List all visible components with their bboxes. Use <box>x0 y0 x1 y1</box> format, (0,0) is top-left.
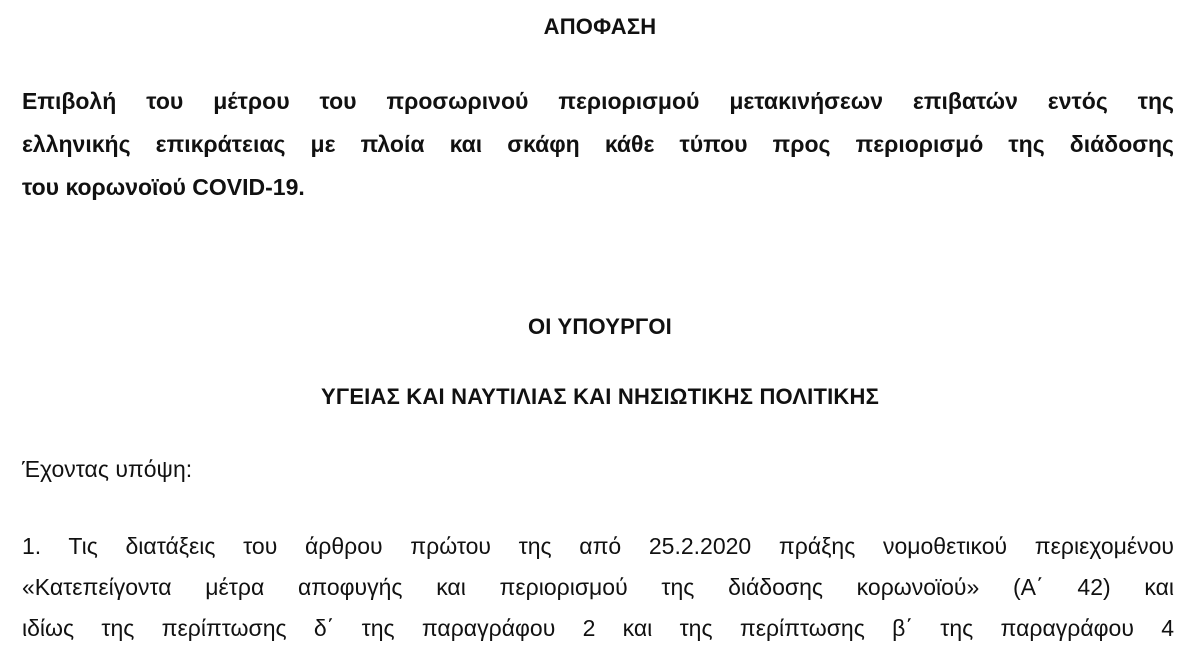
body-line-1: 1. Τις διατάξεις του άρθρου πρώτου της από 25.2.2020 πράξης νομοθετικού περιεχομένου <box>22 533 1174 559</box>
decision-title <box>22 80 1174 209</box>
considering-label: Έχοντας υπόψη: <box>22 456 193 482</box>
title-line-3: του κορωνοϊού COVID-19. <box>22 174 305 200</box>
body-paragraph-1 <box>22 526 1174 649</box>
title-line-1: Επιβολή του μέτρου του προσωρινού περιορισμού μετακινήσεων επιβατών εντός της <box>22 88 1174 114</box>
title-line-2: ελληνικής επικράτειας με πλοία και σκάφη κάθε τύπου προς περιορισμό της διάδοσης <box>22 131 1174 157</box>
body-line-3: ιδίως της περίπτωσης δ΄ της παραγράφου 2 και της περίπτωσης β΄ της παραγράφου 4 <box>22 615 1174 641</box>
body-line-2: «Κατεπείγοντα μέτρα αποφυγής και περιορισμού της διάδοσης κορωνοϊού» (Α΄ 42) και <box>22 574 1174 600</box>
authority-heading: ΟΙ ΥΠΟΥΡΓΟΙ <box>528 314 672 339</box>
ministries-heading: ΥΓΕΙΑΣ ΚΑΙ ΝΑΥΤΙΛΙΑΣ ΚΑΙ ΝΗΣΙΩΤΙΚΗΣ ΠΟΛΙΤΙΚΗΣ <box>321 384 879 409</box>
decision-heading: ΑΠΟΦΑΣΗ <box>543 14 657 39</box>
